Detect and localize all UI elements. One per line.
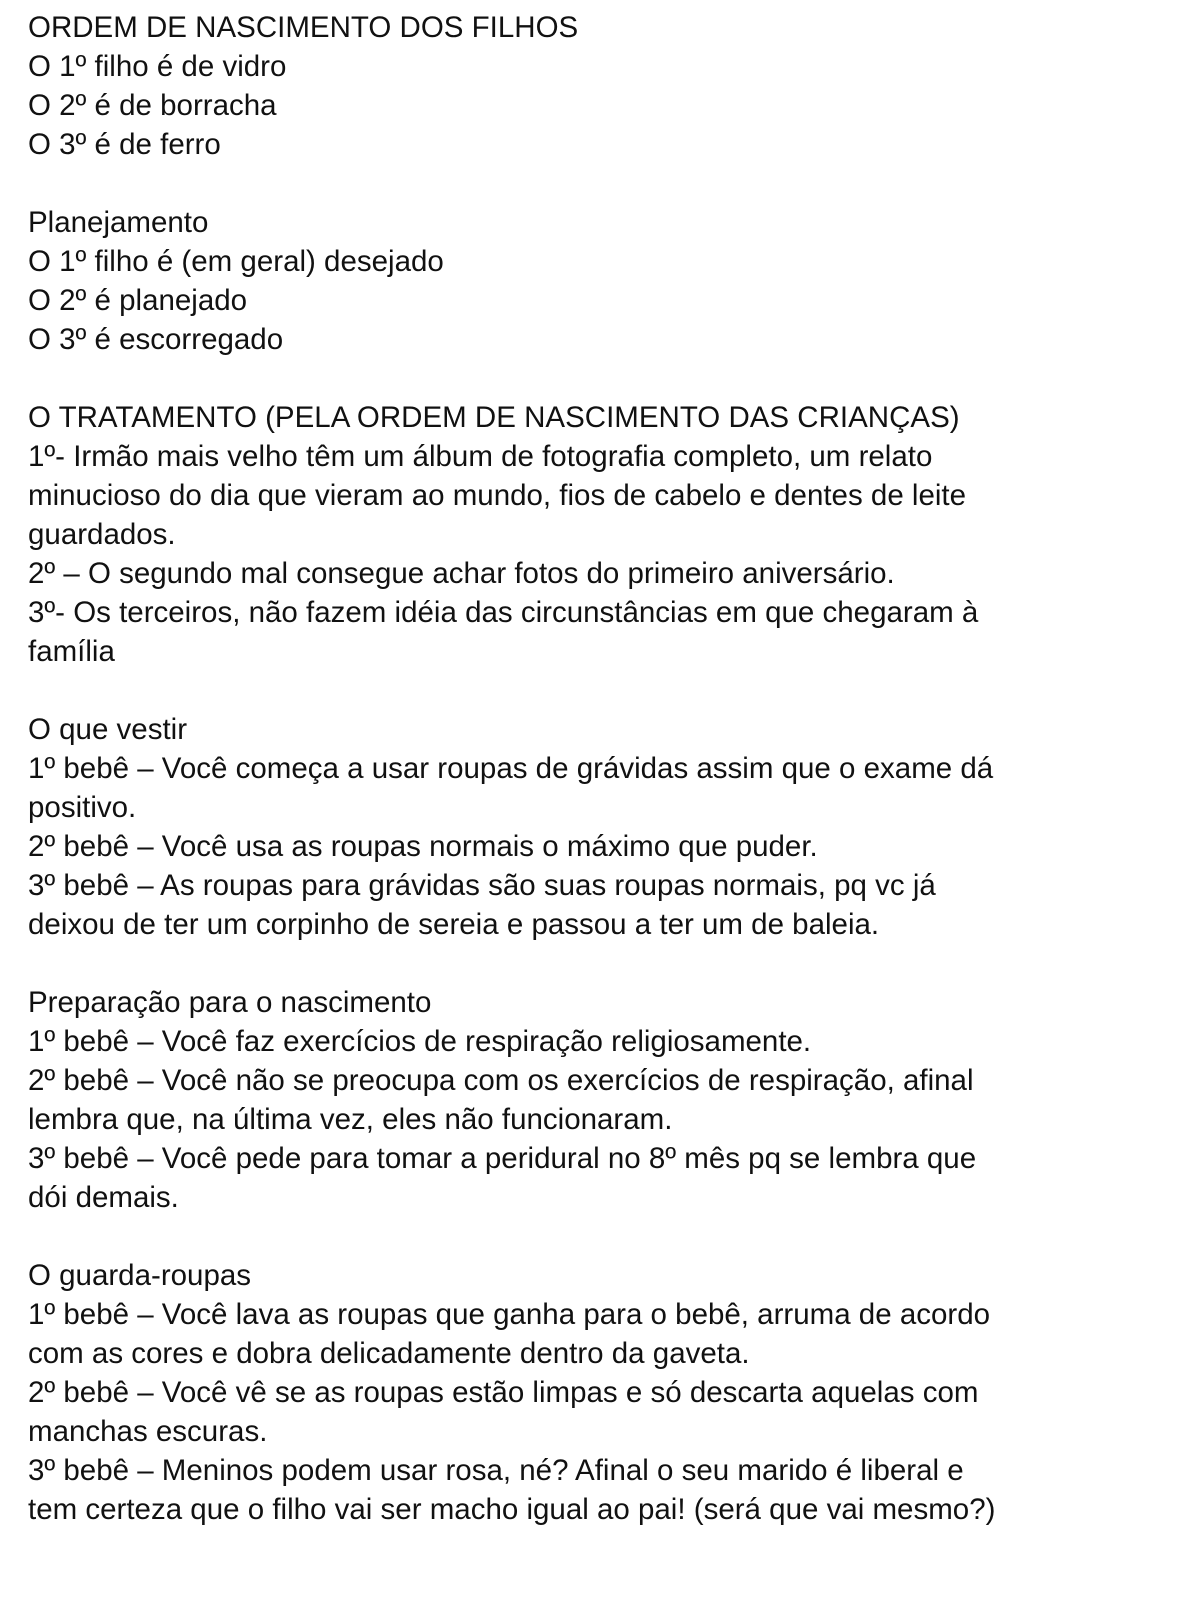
text-line: dói demais. [28,1181,179,1214]
text-line: O 3º é de ferro [28,128,221,161]
text-line: O 2º é de borracha [28,89,277,122]
text-line: positivo. [28,791,137,824]
text-line: 2º bebê – Você não se preocupa com os exercícios de respiração, afinal [28,1064,974,1097]
text-line: O 1º filho é (em geral) desejado [28,245,444,278]
text-line: 3º bebê – Você pede para tomar a peridural no 8º mês pq se lembra que [28,1142,977,1175]
section [28,983,1194,1217]
section [28,1256,1194,1529]
text-line: tem certeza que o filho vai ser macho igual ao pai! (será que vai mesmo?) [28,1493,996,1526]
section-title: O TRATAMENTO (PELA ORDEM DE NASCIMENTO DAS CRIANÇAS) [28,401,960,434]
text-line: O 1º filho é de vidro [28,50,287,83]
text-line: 2º bebê – Você usa as roupas normais o máximo que puder. [28,830,818,863]
section-title: Preparação para o nascimento [28,986,432,1019]
section-title: Planejamento [28,206,209,239]
section-title: O guarda-roupas [28,1259,252,1292]
section [28,8,1194,164]
text-line: guardados. [28,518,176,551]
text-line: família [28,635,115,668]
section [28,710,1194,944]
text-line: deixou de ter um corpinho de sereia e passou a ter um de baleia. [28,908,880,941]
section-title: ORDEM DE NASCIMENTO DOS FILHOS [28,11,579,44]
text-line: 1º bebê – Você começa a usar roupas de grávidas assim que o exame dá [28,752,994,785]
text-line: 3º bebê – As roupas para grávidas são suas roupas normais, pq vc já [28,869,936,902]
text-line: com as cores e dobra delicadamente dentro da gaveta. [28,1337,750,1370]
text-line: 3º bebê – Meninos podem usar rosa, né? Afinal o seu marido é liberal e [28,1454,964,1487]
text-line: manchas escuras. [28,1415,268,1448]
text-line: O 3º é escorregado [28,323,284,356]
text-line: O 2º é planejado [28,284,248,317]
text-line: 1º- Irmão mais velho têm um álbum de fotografia completo, um relato [28,440,933,473]
text-line: 1º bebê – Você lava as roupas que ganha para o bebê, arruma de acordo [28,1298,991,1331]
text-line: 2º – O segundo mal consegue achar fotos do primeiro aniversário. [28,557,895,590]
text-line: 1º bebê – Você faz exercícios de respiração religiosamente. [28,1025,812,1058]
text-line: minucioso do dia que vieram ao mundo, fios de cabelo e dentes de leite [28,479,967,512]
section-title: O que vestir [28,713,188,746]
section [28,398,1194,671]
section [28,203,1194,359]
text-line: 3º- Os terceiros, não fazem idéia das circunstâncias em que chegaram à [28,596,979,629]
text-line: lembra que, na última vez, eles não funcionaram. [28,1103,673,1136]
text-line: 2º bebê – Você vê se as roupas estão limpas e só descarta aquelas com [28,1376,979,1409]
